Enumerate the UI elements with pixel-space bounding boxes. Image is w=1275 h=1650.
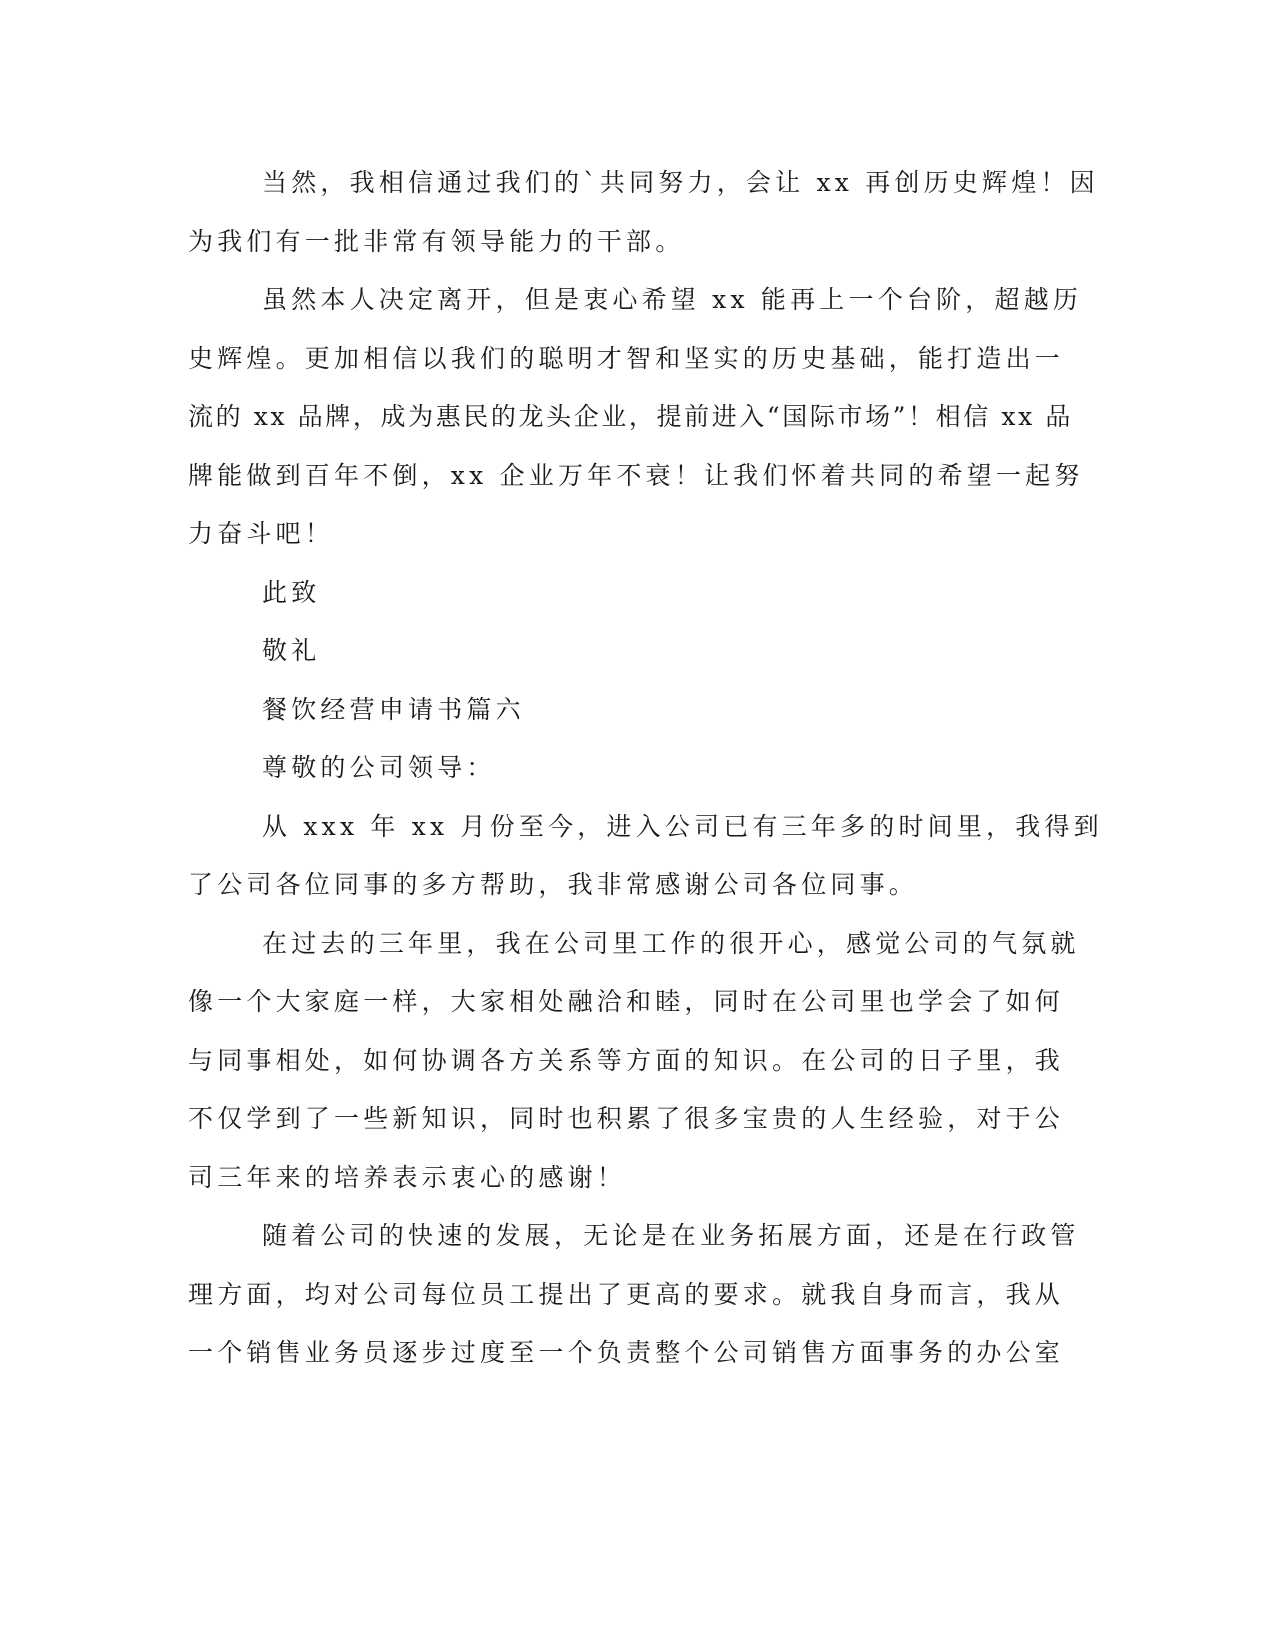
paragraph-3-line-1: 从 xxx 年 xx 月份至今，进入公司已有三年多的时间里，我得到	[262, 812, 1103, 841]
paragraph-1-line-1: 当然，我相信通过我们的`共同努力，会让 xx 再创历史辉煌！因	[262, 168, 1099, 197]
paragraph-4-line-3: 与同事相处，如何协调各方关系等方面的知识。在公司的日子里，我	[188, 1046, 1065, 1075]
closing-regards: 敬礼	[262, 636, 321, 665]
paragraph-2-line-3: 流的 xx 品牌，成为惠民的龙头企业，提前进入“国际市场”！相信 xx 品	[188, 402, 1073, 431]
paragraph-2-line-1: 虽然本人决定离开，但是衷心希望 xx 能再上一个台阶，超越历	[262, 285, 1083, 314]
paragraph-4-line-2: 像一个大家庭一样，大家相处融洽和睦，同时在公司里也学会了如何	[188, 987, 1065, 1016]
paragraph-4-line-1: 在过去的三年里，我在公司里工作的很开心，感觉公司的气氛就	[262, 929, 1080, 958]
letter-greeting: 尊敬的公司领导：	[262, 753, 496, 782]
paragraph-5-line-2: 理方面，均对公司每位员工提出了更高的要求。就我自身而言，我从	[188, 1280, 1065, 1309]
closing-salutation: 此致	[262, 578, 321, 607]
paragraph-5-line-1: 随着公司的快速的发展，无论是在业务拓展方面，还是在行政管	[262, 1221, 1080, 1250]
paragraph-3-line-2: 了公司各位同事的多方帮助，我非常感谢公司各位同事。	[188, 870, 919, 899]
paragraph-2-line-5: 力奋斗吧！	[188, 519, 335, 548]
paragraph-4-line-4: 不仅学到了一些新知识，同时也积累了很多宝贵的人生经验，对于公	[188, 1104, 1065, 1133]
paragraph-4-line-5: 司三年来的培养表示衷心的感谢！	[188, 1163, 627, 1192]
section-heading: 餐饮经营申请书篇六	[262, 695, 525, 724]
paragraph-2-line-4: 牌能做到百年不倒，xx 企业万年不衰！让我们怀着共同的希望一起努	[188, 461, 1084, 490]
paragraph-2-line-2: 史辉煌。更加相信以我们的聪明才智和坚实的历史基础，能打造出一	[188, 344, 1065, 373]
paragraph-1-line-2: 为我们有一批非常有领导能力的干部。	[188, 227, 685, 256]
paragraph-5-line-3: 一个销售业务员逐步过度至一个负责整个公司销售方面事务的办公室	[188, 1338, 1065, 1367]
